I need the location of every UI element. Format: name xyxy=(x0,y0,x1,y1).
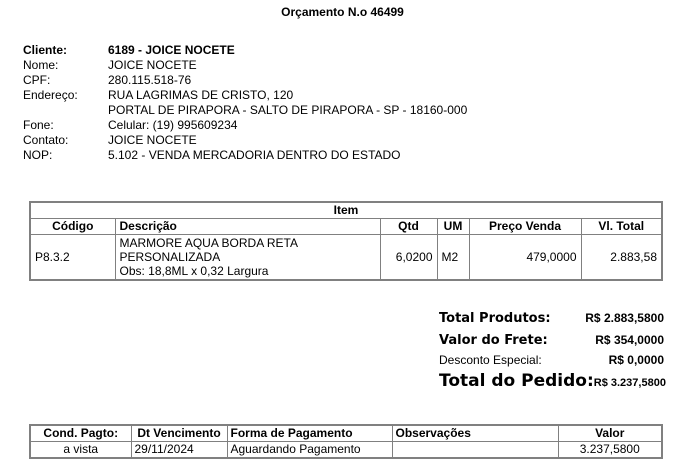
totals-summary xyxy=(439,309,664,391)
cpf-value: 280.115.518-76 xyxy=(108,73,192,87)
item-descricao xyxy=(115,235,380,281)
item-descricao-line2: PERSONALIZADA xyxy=(119,250,221,264)
item-vl-total: 2.883,58 xyxy=(581,235,662,281)
items-section-title: Item xyxy=(30,202,662,219)
nome-value: JOICE NOCETE xyxy=(108,58,197,72)
payment-vencimento: 29/11/2024 xyxy=(131,442,227,459)
items-section-row xyxy=(30,202,662,219)
document-title: Orçamento N.o 46499 xyxy=(281,5,404,19)
cpf-label: CPF: xyxy=(23,73,51,87)
nop-value: 5.102 - VENDA MERCADORIA DENTRO DO ESTADO xyxy=(108,148,401,162)
items-header-row xyxy=(30,219,662,235)
total-produtos-value: R$ 2.883,5800 xyxy=(585,311,664,325)
client-row-fone xyxy=(23,118,467,133)
header-dt-vencimento: Dt Vencimento xyxy=(131,425,227,442)
client-info xyxy=(23,43,467,163)
payments-table xyxy=(29,424,663,459)
header-observacoes: Observações xyxy=(392,425,558,442)
client-row-cpf xyxy=(23,73,467,88)
header-preco-venda: Preço Venda xyxy=(469,219,581,235)
header-codigo: Código xyxy=(30,219,115,235)
valor-frete-label: Valor do Frete: xyxy=(439,333,548,348)
total-produtos-label: Total Produtos: xyxy=(439,311,551,326)
endereco-2-value: PORTAL DE PIRAPORA - SALTO DE PIRAPORA - SP - 18160-000 xyxy=(108,103,468,117)
items-table xyxy=(29,201,663,281)
header-um: UM xyxy=(437,219,469,235)
desconto-label: Desconto Especial: xyxy=(439,353,542,367)
desconto-row xyxy=(439,353,664,367)
total-produtos-row xyxy=(439,311,664,331)
nome-label: Nome: xyxy=(23,58,59,72)
item-um: M2 xyxy=(437,235,469,281)
header-cond-pagto: Cond. Pagto: xyxy=(30,425,131,442)
desconto-value: R$ 0,0000 xyxy=(608,353,664,367)
item-codigo: P8.3.2 xyxy=(30,235,115,281)
endereco-2-label xyxy=(23,103,108,118)
total-pedido-row xyxy=(439,371,664,391)
client-row-nop xyxy=(23,148,467,163)
header-forma-pagamento: Forma de Pagamento xyxy=(227,425,392,442)
client-row-contato xyxy=(23,133,467,148)
contato-value: JOICE NOCETE xyxy=(108,133,197,147)
payment-valor: 3.237,5800 xyxy=(558,442,662,459)
endereco-label: Endereço: xyxy=(23,88,78,102)
valor-frete-row xyxy=(439,333,664,353)
item-qtd: 6,0200 xyxy=(380,235,437,281)
table-row xyxy=(30,235,662,281)
total-pedido-label: Total do Pedido: xyxy=(439,371,594,391)
table-row xyxy=(30,442,662,459)
payment-forma: Aguardando Pagamento xyxy=(227,442,392,459)
contato-label: Contato: xyxy=(23,133,69,147)
fone-label: Fone: xyxy=(23,118,54,132)
total-pedido-value: R$ 3.237,5800 xyxy=(593,377,666,389)
header-qtd: Qtd xyxy=(380,219,437,235)
item-preco-venda: 479,0000 xyxy=(469,235,581,281)
payments-header-row xyxy=(30,425,662,442)
fone-value: Celular: (19) 995609234 xyxy=(108,118,238,132)
client-label: Cliente: xyxy=(23,43,68,57)
client-row-endereco-2 xyxy=(23,103,467,118)
valor-frete-value: R$ 354,0000 xyxy=(595,333,664,347)
client-row-endereco xyxy=(23,88,467,103)
header-vl-total: Vl. Total xyxy=(581,219,662,235)
client-row-nome xyxy=(23,58,467,73)
client-value: 6189 - JOICE NOCETE xyxy=(108,43,235,57)
endereco-value: RUA LAGRIMAS DE CRISTO, 120 xyxy=(108,88,294,102)
header-descricao: Descrição xyxy=(115,219,380,235)
item-descricao-line1: MARMORE AQUA BORDA RETA xyxy=(119,236,298,250)
client-row-cliente xyxy=(23,43,467,58)
item-obs: Obs: 18,8ML x 0,32 Largura xyxy=(119,264,269,278)
nop-label: NOP: xyxy=(23,148,53,162)
payment-obs xyxy=(392,442,558,459)
header-valor: Valor xyxy=(558,425,662,442)
payment-cond: a vista xyxy=(30,442,131,459)
